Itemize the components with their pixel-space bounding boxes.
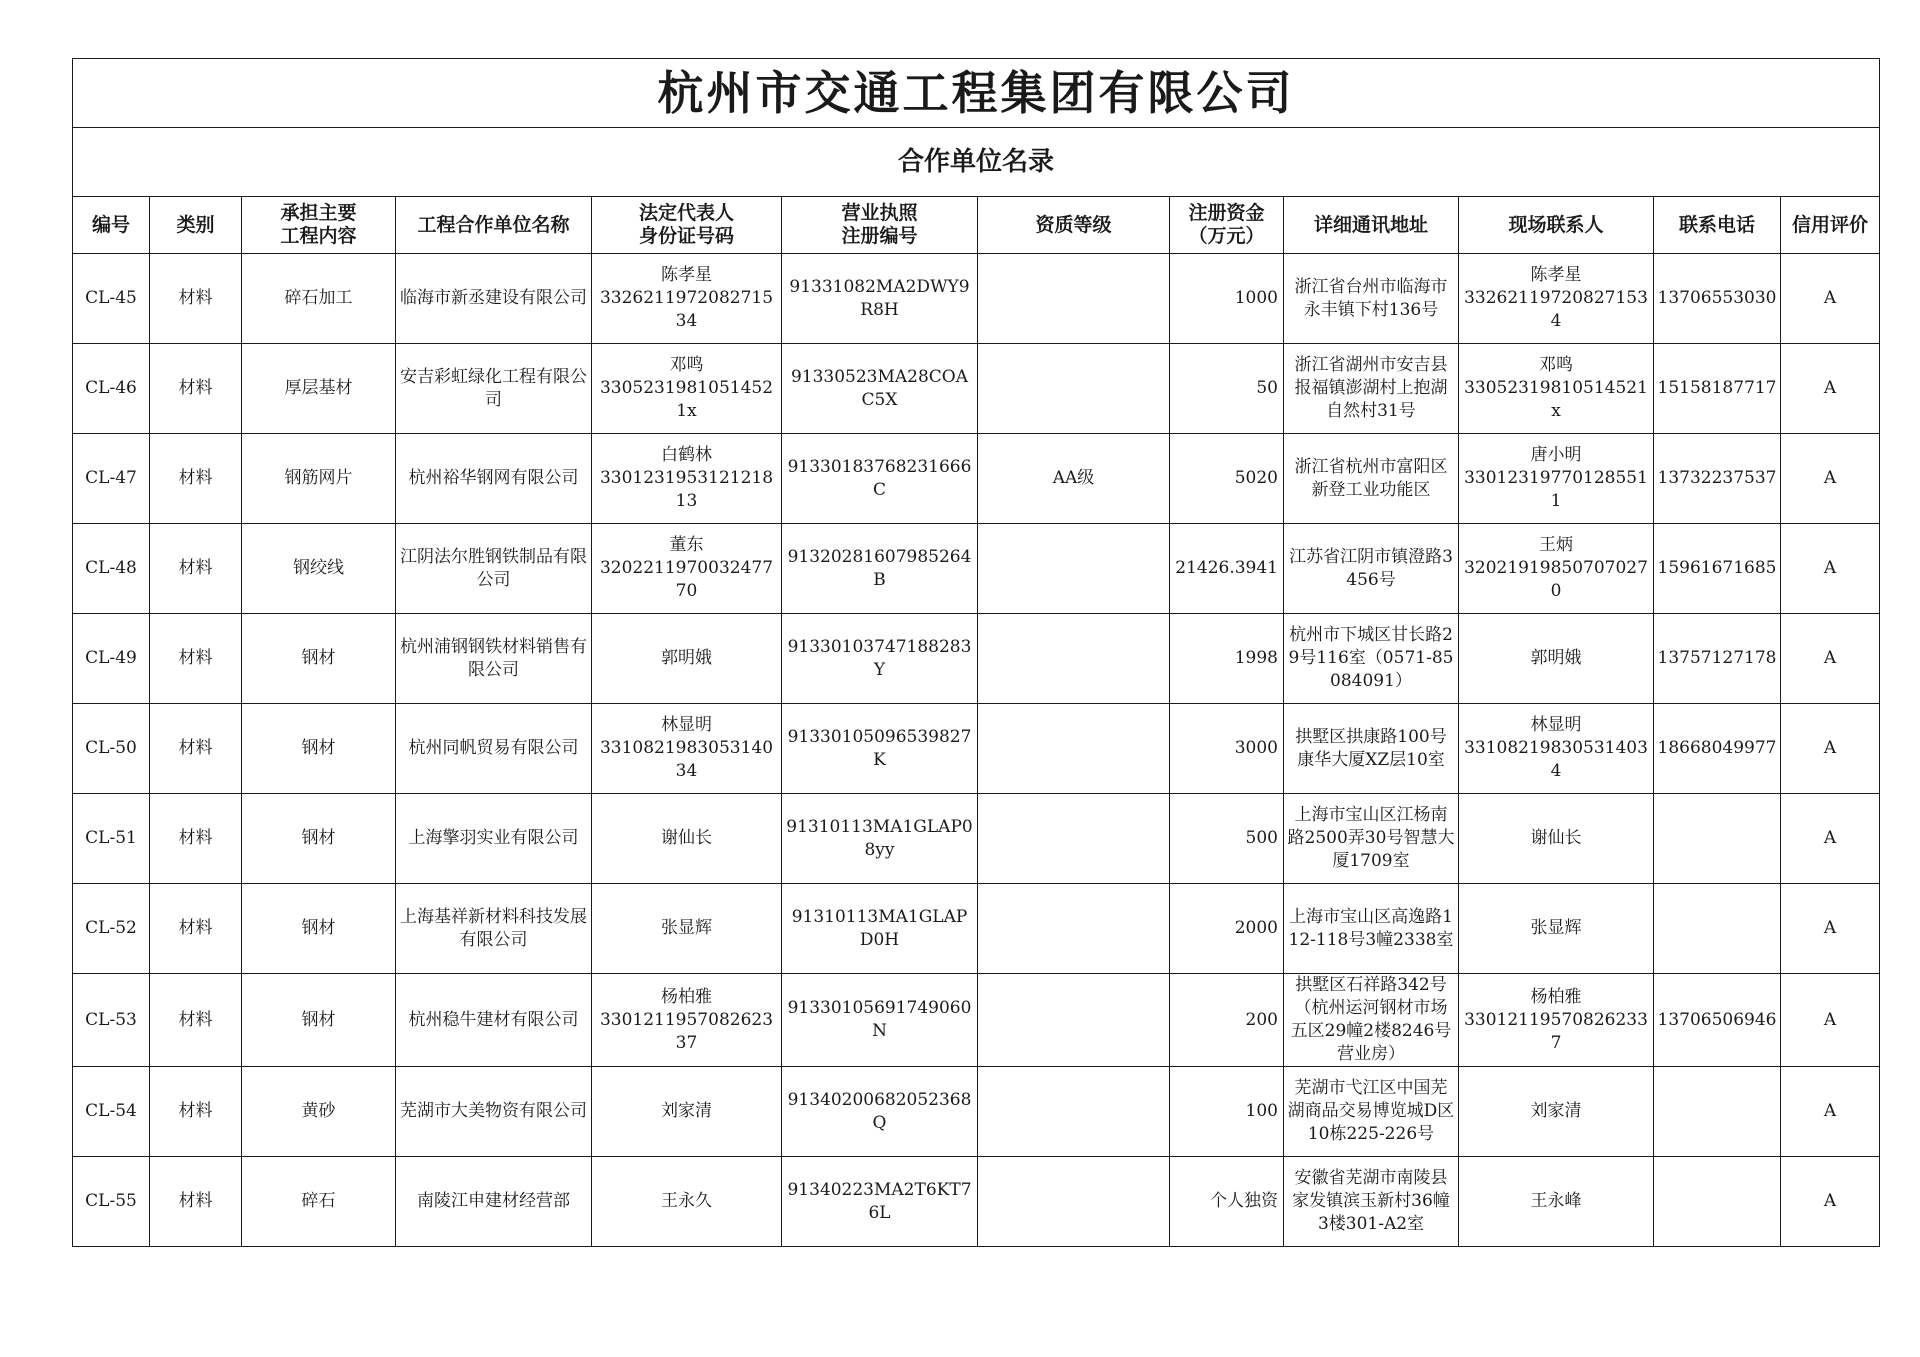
document-subtitle: 合作单位名录 bbox=[73, 128, 1880, 197]
cell-capital: 100 bbox=[1170, 1067, 1284, 1157]
cell-credit: A bbox=[1781, 974, 1880, 1067]
cell-code: CL-45 bbox=[73, 254, 150, 344]
partner-directory-table bbox=[72, 58, 1880, 1247]
cell-contact bbox=[1459, 434, 1654, 524]
cell-code: CL-55 bbox=[73, 1157, 150, 1247]
cell-qualification bbox=[978, 974, 1170, 1067]
cell-legal bbox=[592, 1067, 782, 1157]
legal-name: 刘家清 bbox=[661, 1101, 712, 1121]
cell-code: CL-49 bbox=[73, 614, 150, 704]
header-qualification: 资质等级 bbox=[978, 197, 1170, 254]
table-row bbox=[73, 434, 1880, 524]
column-header-row bbox=[73, 197, 1880, 254]
table-rows bbox=[73, 254, 1880, 1247]
cell-capital: 1000 bbox=[1170, 254, 1284, 344]
cell-legal bbox=[592, 254, 782, 344]
cell-code: CL-52 bbox=[73, 884, 150, 974]
cell-contact bbox=[1459, 614, 1654, 704]
table-row bbox=[73, 704, 1880, 794]
table-row bbox=[73, 1067, 1880, 1157]
legal-id: 332621197208271534 bbox=[599, 288, 774, 331]
cell-work: 钢材 bbox=[242, 614, 396, 704]
cell-company: 杭州浦钢钢铁材料销售有限公司 bbox=[396, 614, 592, 704]
cell-work: 钢筋网片 bbox=[242, 434, 396, 524]
cell-legal bbox=[592, 1157, 782, 1247]
cell-address: 浙江省湖州市安吉县报福镇澎湖村上抱湖自然村31号 bbox=[1284, 344, 1459, 434]
cell-capital: 50 bbox=[1170, 344, 1284, 434]
cell-code: CL-48 bbox=[73, 524, 150, 614]
legal-name: 谢仙长 bbox=[661, 828, 712, 848]
cell-code: CL-47 bbox=[73, 434, 150, 524]
cell-credit: A bbox=[1781, 614, 1880, 704]
legal-id: 331082198305314034 bbox=[599, 738, 774, 781]
cell-qualification bbox=[978, 524, 1170, 614]
cell-legal bbox=[592, 614, 782, 704]
cell-company: 上海擎羽实业有限公司 bbox=[396, 794, 592, 884]
cell-company: 安吉彩虹绿化工程有限公司 bbox=[396, 344, 592, 434]
cell-capital: 200 bbox=[1170, 974, 1284, 1067]
cell-phone bbox=[1654, 1067, 1781, 1157]
cell-work: 碎石 bbox=[242, 1157, 396, 1247]
cell-credit: A bbox=[1781, 884, 1880, 974]
cell-contact bbox=[1459, 794, 1654, 884]
cell-contact bbox=[1459, 254, 1654, 344]
contact-name: 杨柏雅 bbox=[1530, 986, 1582, 1007]
contact-name: 刘家清 bbox=[1530, 1101, 1582, 1121]
cell-phone: 13706506946 bbox=[1654, 974, 1781, 1067]
header-company: 工程合作单位名称 bbox=[396, 197, 592, 254]
contact-id: 33052319810514521x bbox=[1464, 378, 1648, 421]
cell-address: 浙江省杭州市富阳区新登工业功能区 bbox=[1284, 434, 1459, 524]
cell-address: 拱墅区拱康路100号康华大厦XZ层10室 bbox=[1284, 704, 1459, 794]
cell-work: 钢材 bbox=[242, 794, 396, 884]
table-row bbox=[73, 1157, 1880, 1247]
cell-contact bbox=[1459, 1067, 1654, 1157]
cell-contact bbox=[1459, 884, 1654, 974]
cell-credit: A bbox=[1781, 1067, 1880, 1157]
cell-address: 上海市宝山区高逸路112-118号3幢2338室 bbox=[1284, 884, 1459, 974]
contact-id: 330123197701285511 bbox=[1464, 468, 1648, 511]
header-work-line1: 承担主要 bbox=[280, 202, 357, 224]
cell-qualification: AA级 bbox=[978, 434, 1170, 524]
cell-company: 南陵江申建材经营部 bbox=[396, 1157, 592, 1247]
cell-legal bbox=[592, 434, 782, 524]
cell-category: 材料 bbox=[150, 524, 242, 614]
cell-capital: 5020 bbox=[1170, 434, 1284, 524]
cell-contact bbox=[1459, 974, 1654, 1067]
header-work-line2: 工程内容 bbox=[280, 225, 357, 247]
cell-phone bbox=[1654, 1157, 1781, 1247]
legal-name: 陈孝星 bbox=[661, 265, 712, 285]
cell-phone bbox=[1654, 884, 1781, 974]
cell-legal bbox=[592, 524, 782, 614]
cell-work: 钢绞线 bbox=[242, 524, 396, 614]
cell-company: 芜湖市大美物资有限公司 bbox=[396, 1067, 592, 1157]
header-credit: 信用评价 bbox=[1781, 197, 1880, 254]
cell-category: 材料 bbox=[150, 434, 242, 524]
contact-name: 王永峰 bbox=[1530, 1191, 1582, 1211]
contact-id: 320219198507070270 bbox=[1464, 558, 1648, 601]
cell-phone: 13706553030 bbox=[1654, 254, 1781, 344]
cell-capital: 21426.3941 bbox=[1170, 524, 1284, 614]
cell-work: 钢材 bbox=[242, 974, 396, 1067]
cell-address: 拱墅区石祥路342号（杭州运河钢材市场五区29幢2楼8246号营业房） bbox=[1284, 974, 1459, 1067]
header-license-line2: 注册编号 bbox=[841, 225, 918, 247]
cell-credit: A bbox=[1781, 794, 1880, 884]
header-address: 详细通讯地址 bbox=[1284, 197, 1459, 254]
legal-id: 330123195312121813 bbox=[599, 468, 774, 511]
header-legal bbox=[592, 197, 782, 254]
cell-license: 91330105096539827K bbox=[782, 704, 978, 794]
legal-name: 杨柏雅 bbox=[661, 986, 712, 1007]
header-work bbox=[242, 197, 396, 254]
cell-address: 芜湖市弋江区中国芜湖商品交易博览城D区10栋225-226号 bbox=[1284, 1067, 1459, 1157]
cell-qualification bbox=[978, 1157, 1170, 1247]
legal-id: 33052319810514521x bbox=[599, 378, 774, 421]
cell-license: 91331082MA2DWY9R8H bbox=[782, 254, 978, 344]
cell-category: 材料 bbox=[150, 1067, 242, 1157]
cell-credit: A bbox=[1781, 434, 1880, 524]
cell-contact bbox=[1459, 344, 1654, 434]
contact-name: 张显辉 bbox=[1530, 918, 1582, 938]
cell-code: CL-50 bbox=[73, 704, 150, 794]
cell-company: 上海基祥新材料科技发展有限公司 bbox=[396, 884, 592, 974]
cell-capital: 500 bbox=[1170, 794, 1284, 884]
cell-legal bbox=[592, 884, 782, 974]
legal-name: 王永久 bbox=[661, 1191, 712, 1211]
contact-name: 王炳 bbox=[1539, 535, 1573, 555]
contact-name: 郭明娥 bbox=[1530, 648, 1582, 668]
cell-credit: A bbox=[1781, 254, 1880, 344]
contact-name: 唐小明 bbox=[1530, 445, 1582, 465]
header-category: 类别 bbox=[150, 197, 242, 254]
header-code: 编号 bbox=[73, 197, 150, 254]
cell-company: 杭州稳牛建材有限公司 bbox=[396, 974, 592, 1067]
header-capital bbox=[1170, 197, 1284, 254]
cell-qualification bbox=[978, 884, 1170, 974]
cell-qualification bbox=[978, 704, 1170, 794]
cell-address: 上海市宝山区江杨南路2500弄30号智慧大厦1709室 bbox=[1284, 794, 1459, 884]
cell-phone: 13757127178 bbox=[1654, 614, 1781, 704]
cell-work: 厚层基材 bbox=[242, 344, 396, 434]
cell-phone: 18668049977 bbox=[1654, 704, 1781, 794]
header-license-line1: 营业执照 bbox=[841, 202, 918, 224]
legal-id: 320221197003247770 bbox=[599, 558, 774, 601]
document-title: 杭州市交通工程集团有限公司 bbox=[73, 59, 1880, 128]
header-phone: 联系电话 bbox=[1654, 197, 1781, 254]
cell-qualification bbox=[978, 254, 1170, 344]
cell-company: 江阴法尔胜钢铁制品有限公司 bbox=[396, 524, 592, 614]
cell-contact bbox=[1459, 524, 1654, 614]
cell-license: 91310113MA1GLAPD0H bbox=[782, 884, 978, 974]
cell-license: 91330103747188283Y bbox=[782, 614, 978, 704]
cell-capital: 个人独资 bbox=[1170, 1157, 1284, 1247]
cell-phone: 15158187717 bbox=[1654, 344, 1781, 434]
cell-work: 碎石加工 bbox=[242, 254, 396, 344]
cell-category: 材料 bbox=[150, 974, 242, 1067]
cell-license: 91310113MA1GLAP08yy bbox=[782, 794, 978, 884]
subtitle-row bbox=[73, 128, 1880, 197]
contact-name: 邓鸣 bbox=[1539, 355, 1573, 375]
cell-credit: A bbox=[1781, 1157, 1880, 1247]
cell-category: 材料 bbox=[150, 884, 242, 974]
header-capital-line2: （万元） bbox=[1188, 225, 1265, 247]
contact-name: 谢仙长 bbox=[1530, 828, 1582, 848]
cell-qualification bbox=[978, 344, 1170, 434]
cell-phone: 15961671685 bbox=[1654, 524, 1781, 614]
cell-qualification bbox=[978, 614, 1170, 704]
cell-legal bbox=[592, 794, 782, 884]
cell-work: 钢材 bbox=[242, 884, 396, 974]
cell-contact bbox=[1459, 1157, 1654, 1247]
cell-qualification bbox=[978, 794, 1170, 884]
cell-category: 材料 bbox=[150, 614, 242, 704]
header-contact: 现场联系人 bbox=[1459, 197, 1654, 254]
cell-legal bbox=[592, 704, 782, 794]
cell-credit: A bbox=[1781, 704, 1880, 794]
header-license bbox=[782, 197, 978, 254]
contact-name: 陈孝星 bbox=[1530, 265, 1582, 285]
table-row bbox=[73, 254, 1880, 344]
table-row bbox=[73, 344, 1880, 434]
cell-company: 杭州同帆贸易有限公司 bbox=[396, 704, 592, 794]
table-row bbox=[73, 614, 1880, 704]
cell-category: 材料 bbox=[150, 344, 242, 434]
cell-capital: 3000 bbox=[1170, 704, 1284, 794]
contact-id: 330121195708262337 bbox=[1464, 1009, 1648, 1053]
partner-directory-sheet bbox=[72, 58, 1880, 1247]
cell-capital: 1998 bbox=[1170, 614, 1284, 704]
cell-license: 91340200682052368Q bbox=[782, 1067, 978, 1157]
legal-name: 董东 bbox=[669, 535, 704, 555]
table-row bbox=[73, 884, 1880, 974]
cell-code: CL-53 bbox=[73, 974, 150, 1067]
contact-id: 332621197208271534 bbox=[1464, 288, 1648, 331]
header-legal-line2: 身份证号码 bbox=[638, 225, 734, 247]
cell-code: CL-46 bbox=[73, 344, 150, 434]
cell-company: 临海市新丞建设有限公司 bbox=[396, 254, 592, 344]
cell-legal bbox=[592, 974, 782, 1067]
cell-category: 材料 bbox=[150, 704, 242, 794]
legal-name: 郭明娥 bbox=[661, 648, 712, 668]
header-capital-line1: 注册资金 bbox=[1188, 202, 1265, 224]
legal-name: 白鹤林 bbox=[661, 445, 712, 465]
cell-address: 浙江省台州市临海市永丰镇下村136号 bbox=[1284, 254, 1459, 344]
legal-name: 林显明 bbox=[661, 715, 712, 735]
cell-license: 91330183768231666C bbox=[782, 434, 978, 524]
cell-category: 材料 bbox=[150, 1157, 242, 1247]
cell-license: 91320281607985264B bbox=[782, 524, 978, 614]
cell-qualification bbox=[978, 1067, 1170, 1157]
cell-category: 材料 bbox=[150, 254, 242, 344]
cell-license: 91330105691749060N bbox=[782, 974, 978, 1067]
cell-license: 91340223MA2T6KT76L bbox=[782, 1157, 978, 1247]
cell-work: 钢材 bbox=[242, 704, 396, 794]
cell-address: 杭州市下城区甘长路29号116室（0571-85084091） bbox=[1284, 614, 1459, 704]
title-row bbox=[73, 59, 1880, 128]
cell-credit: A bbox=[1781, 524, 1880, 614]
cell-code: CL-54 bbox=[73, 1067, 150, 1157]
legal-name: 张显辉 bbox=[661, 918, 712, 938]
cell-address: 安徽省芜湖市南陵县家发镇滨玉新村36幢3楼301-A2室 bbox=[1284, 1157, 1459, 1247]
contact-id: 331082198305314034 bbox=[1464, 738, 1648, 781]
cell-capital: 2000 bbox=[1170, 884, 1284, 974]
table-row bbox=[73, 524, 1880, 614]
cell-code: CL-51 bbox=[73, 794, 150, 884]
cell-work: 黄砂 bbox=[242, 1067, 396, 1157]
cell-legal bbox=[592, 344, 782, 434]
header-legal-line1: 法定代表人 bbox=[638, 202, 734, 224]
legal-name: 邓鸣 bbox=[669, 355, 704, 375]
cell-phone: 13732237537 bbox=[1654, 434, 1781, 524]
cell-category: 材料 bbox=[150, 794, 242, 884]
cell-contact bbox=[1459, 704, 1654, 794]
cell-address: 江苏省江阴市镇澄路3456号 bbox=[1284, 524, 1459, 614]
table-row bbox=[73, 794, 1880, 884]
legal-id: 330121195708262337 bbox=[599, 1009, 774, 1053]
cell-phone bbox=[1654, 794, 1781, 884]
cell-credit: A bbox=[1781, 344, 1880, 434]
contact-name: 林显明 bbox=[1530, 715, 1582, 735]
cell-license: 91330523MA28COAC5X bbox=[782, 344, 978, 434]
table-row bbox=[73, 974, 1880, 1067]
cell-company: 杭州裕华钢网有限公司 bbox=[396, 434, 592, 524]
